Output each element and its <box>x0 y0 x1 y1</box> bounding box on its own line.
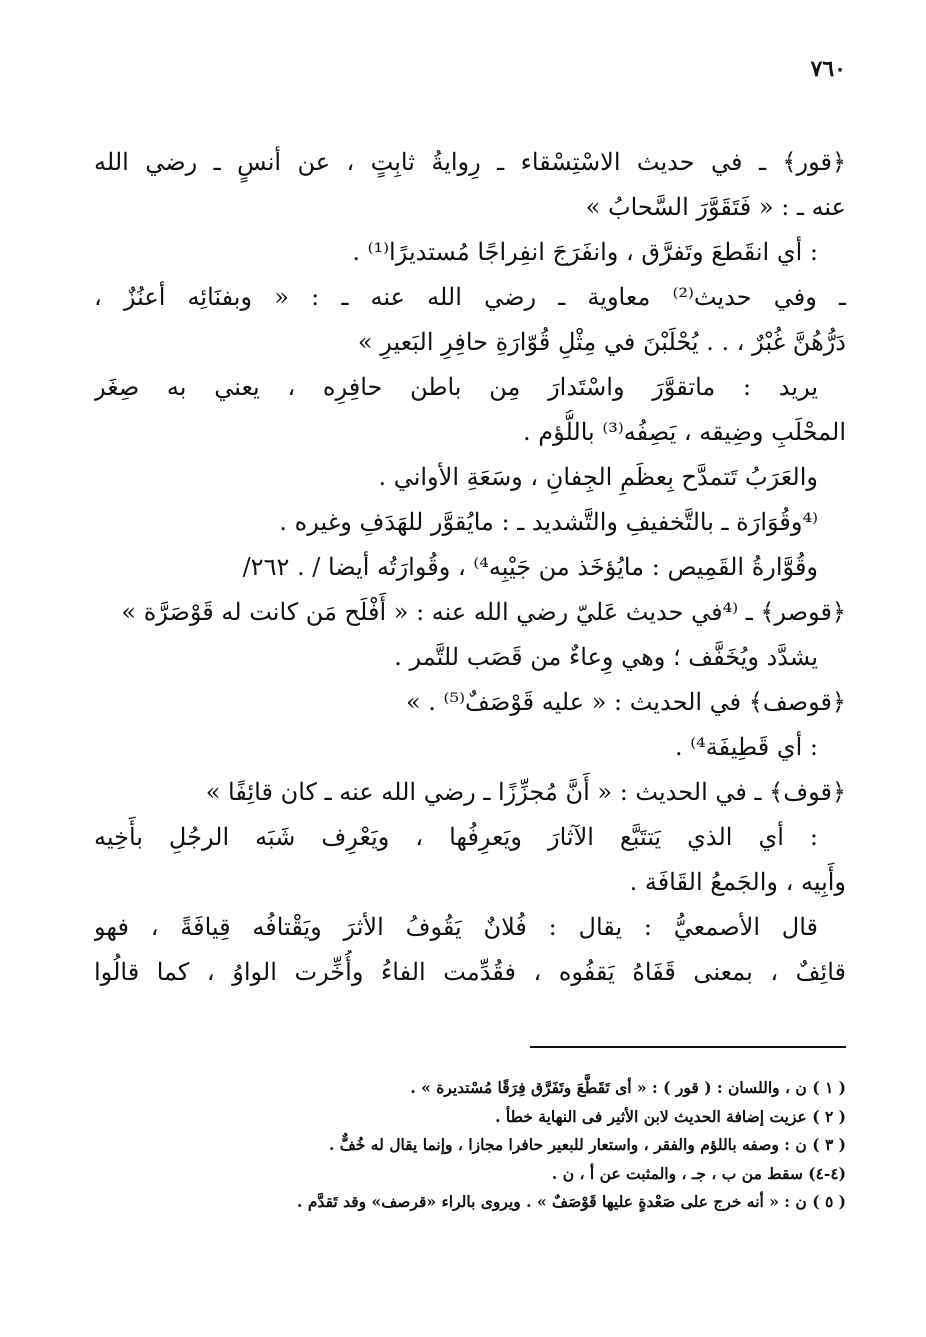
footnote: (٤-٤) سقط من ب ، جـ ، والمثبت عن أ ، ن . <box>551 1163 846 1183</box>
footnote: ( ٣ ) ن : وصفه باللؤم والفقر ، واستعار للبعير حافرا مجازا ، وإنما يقال له خُفٌّ . <box>328 1135 846 1154</box>
text-line: المحْلَبِ وضِيقه ، يَصِفُه⁽³⁾ باللُّؤم . <box>522 418 846 446</box>
text-line: قال الأصمعيُّ : يقال : فُلانٌ يَقُوفُ الأثرَ ويَقْتافُه قِيافَةً ، فهو <box>94 913 818 941</box>
text-line: : أي انقَطعَ وتَفرَّق ، وانفَرَجَ انفِراجًا مُستديرًا⁽¹⁾ . <box>352 238 818 266</box>
text-line: يريد : ماتقوَّرَ واسْتَدارَ مِن باطن حافِرِه ، يعني به صِغَر <box>94 373 819 401</box>
text-line: : أي الذي يَتتَبَّع الآثارَ ويَعرِفُها ، ويَعْرِف شَبَه الرجُلِ بأَخِيه <box>94 823 818 851</box>
text-line: ﴿قوف﴾ ـ في الحديث : « أَنَّ مُجزِّزًا ـ رضي الله عنه ـ كان قائِفًا » <box>205 778 846 806</box>
main-text <box>94 140 846 995</box>
text-line: وأَبِيه ، والجَمعُ القَافَة . <box>629 868 846 896</box>
footnote-divider <box>530 1046 846 1048</box>
footnote: ( ١ ) ن ، واللسان : ( قور ) : « أى تَقَطَّعَ وتَفَرَّق فِرَقًا مُسْتديرة » . <box>410 1078 846 1097</box>
footnotes <box>90 1074 846 1217</box>
page-number: ٧٦٠ <box>810 56 846 82</box>
text-line: يشدَّد ويُخَفَّف ؛ وهي وِعاءٌ من قَصَب للتَّمر . <box>394 643 818 671</box>
text-line: ⁽⁴وقُوَارَة ـ بالتَّخفيفِ والتَّشديد ـ : مايُقوَّر للهَدَفِ وغيره . <box>279 508 818 536</box>
text-line: دَرُّهُنَّ غُبْرٌ ، . . يُحْلَبْنَ في مِثْلِ قُوّارَةِ حافِرِ البَعيرِ » <box>357 328 846 356</box>
text-line: ﴿قوصر﴾ ـ ⁽⁴في حديث عَليّ رضي الله عنه : « أَفْلَح مَن كانت له قَوْصَرَّة » <box>121 598 846 626</box>
text-line: قائِفٌ ، بمعنى قَفَاهُ يَقفُوه ، فقُدِّمت الفاءُ وأُخِّرت الواوُ ، كما قالُوا <box>94 958 846 986</box>
footnote: ( ٥ ) ن : « أنه خرج على صَعْدةٍ عليها قَوْصَفٌ » . ويروى بالراء «قرصف» وقد تَقدَّم . <box>297 1192 846 1211</box>
text-line: ﴿قور﴾ ـ في حديث الاسْتِسْقاء ـ رِوايةُ ثابِتٍ ، عن أنسٍ ـ رضي الله <box>94 148 846 176</box>
text-line: وقُوَّارةُ القَمِيص : مايُؤخَذ من جَيْبِه⁴⁾ ، وقُوارَتُه أيضا / . ٢٦٢/ <box>242 553 818 581</box>
text-line: ـ وفي حديث⁽²⁾ معاوية ـ رضي الله عنه ـ : « وبفنَائِه أعنُزٌ ، <box>94 283 846 311</box>
text-line: عنه ـ : « فَتَقَوَّرَ السَّحابُ » <box>585 193 846 221</box>
text-line: ﴿قوصف﴾ في الحديث : « عليه قَوْصَفٌ⁽⁵⁾ . » <box>405 688 846 716</box>
text-line: والعَرَبُ تَتمدَّح بِعظَمِ الجِفانِ ، وسَعَةِ الأواني . <box>378 463 818 491</box>
text-line: : أي قَطِيفَة⁴⁾ . <box>675 733 818 761</box>
footnote: ( ٢ ) عزيت إضافة الحديث لابن الأثير فى النهاية خطأ . <box>495 1106 846 1126</box>
